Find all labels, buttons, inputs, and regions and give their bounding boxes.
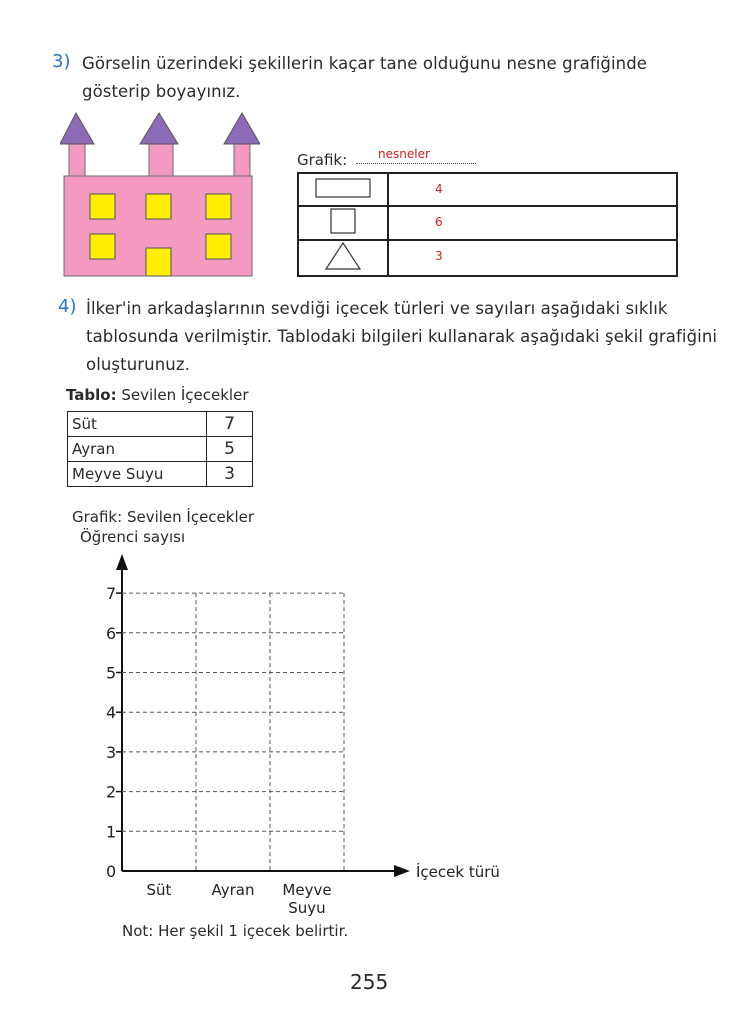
shape-table [297, 172, 678, 277]
x-axis-arrow-icon [394, 865, 410, 877]
table-title [66, 386, 248, 404]
y-tick-label: 1 [106, 822, 117, 842]
q4-number: 4) [58, 296, 77, 317]
category-label: Süt [146, 881, 172, 899]
y-tick-label: 0 [106, 862, 117, 881]
y-tick-label: 4 [106, 703, 117, 723]
chart-title: Grafik: Sevilen İçecekler [72, 508, 255, 526]
rectangle-answer-cell [388, 173, 677, 206]
rectangle-answer: 4 [435, 182, 443, 196]
y-tick-label: 7 [106, 584, 117, 604]
drink-name: Ayran [68, 437, 207, 462]
y-axis-arrow-icon [116, 554, 128, 570]
drink-name: Süt [68, 412, 207, 437]
y-tick-label: 3 [106, 742, 117, 762]
drink-count: 7 [207, 412, 253, 437]
triangle-cell [298, 240, 388, 276]
category-label: Suyu [288, 899, 326, 917]
table-row [68, 437, 253, 462]
triangle-answer-cell [388, 240, 677, 276]
x-axis-label: İçecek türü [416, 863, 500, 881]
q4-text-line3: oluşturunuz. [86, 355, 190, 374]
q3-number: 3) [52, 51, 71, 72]
y-tick-label: 2 [106, 782, 117, 802]
y-tick-label: 5 [106, 663, 117, 683]
shape-row-square [298, 206, 677, 240]
shape-row-rectangle [298, 173, 677, 206]
table-row [68, 462, 253, 487]
square-cell [298, 206, 388, 240]
q4-text-line2: tablosunda verilmiştir. Tablodaki bilgileri kullanarak aşağıdaki şekil grafiğini [86, 327, 718, 346]
chart-ylabel: Öğrenci sayısı [80, 528, 186, 546]
square-icon [328, 207, 358, 235]
pictograph-chart [0, 540, 737, 940]
q3-grafik-dotline [356, 163, 476, 164]
category-label: Ayran [211, 881, 255, 899]
q3-grafik-answer: nesneler [378, 147, 430, 161]
shape-row-triangle [298, 240, 677, 276]
chart-note: Not: Her şekil 1 içecek belirtir. [122, 922, 349, 940]
page-number: 255 [350, 970, 389, 994]
table-row [68, 412, 253, 437]
q3-text-line1: Görselin üzerindeki şekillerin kaçar tane olduğunu nesne grafiğinde [82, 54, 648, 73]
q3-grafik-label: Grafik: [297, 151, 348, 169]
q3-text-line2: gösterip boyayınız. [82, 82, 241, 101]
category-label: Meyve [282, 881, 332, 899]
table-title-rest: Sevilen İçecekler [121, 386, 249, 404]
table-title-bold: Tablo: [66, 386, 117, 404]
square-answer-cell [388, 206, 677, 240]
triangle-icon [323, 241, 363, 271]
rectangle-cell [298, 173, 388, 206]
rectangle-icon [313, 176, 373, 200]
triangle-answer: 3 [435, 249, 443, 263]
q4-text-line1: İlker'in arkadaşlarının sevdiği içecek türleri ve sayıları aşağıdaki sıklık [86, 299, 668, 318]
drink-name: Meyve Suyu [68, 462, 207, 487]
frequency-table [67, 411, 253, 487]
drink-count: 5 [207, 437, 253, 462]
square-answer: 6 [435, 215, 443, 229]
y-tick-label: 6 [106, 623, 117, 643]
castle-image [60, 110, 260, 280]
drink-count: 3 [207, 462, 253, 487]
